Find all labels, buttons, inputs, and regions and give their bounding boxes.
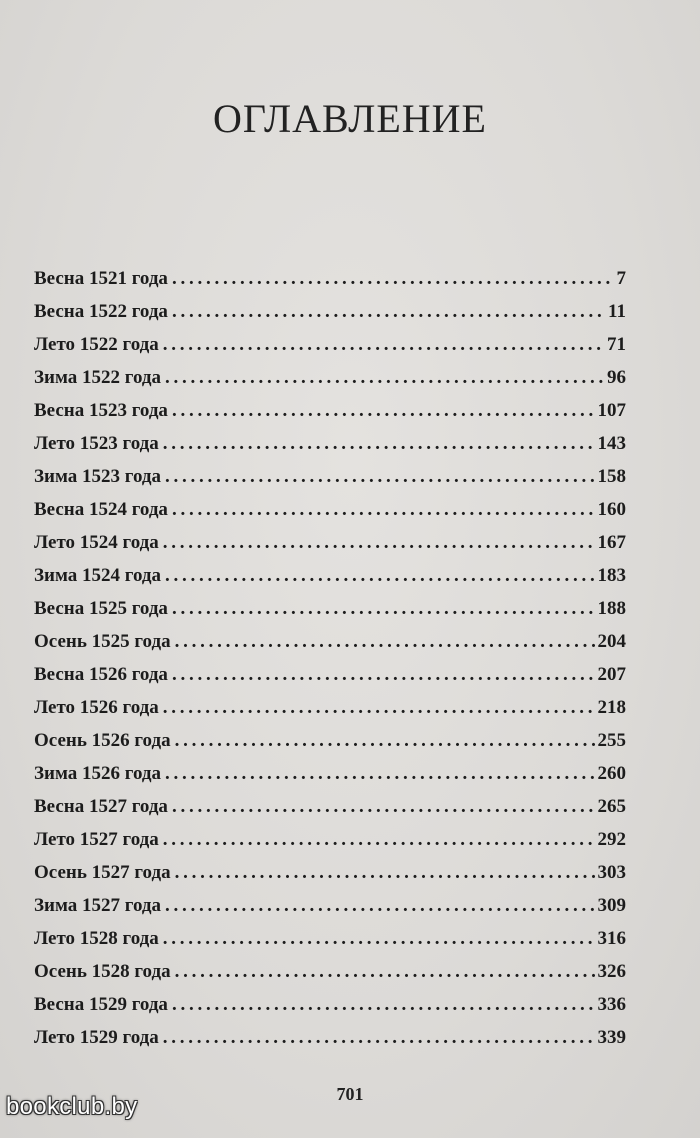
toc-dot-leader <box>163 1027 595 1049</box>
toc-entry <box>34 763 626 796</box>
toc-entry-page: 292 <box>597 829 626 850</box>
toc-entry-label: Весна 1529 года <box>34 994 168 1015</box>
toc-entry-page: 218 <box>597 697 626 718</box>
toc-dot-leader <box>165 895 594 917</box>
toc-entry-label: Лето 1527 года <box>34 829 159 850</box>
toc-entry-label: Лето 1522 года <box>34 334 159 355</box>
toc-dot-leader <box>172 400 595 422</box>
toc-dot-leader <box>163 433 595 455</box>
toc-entry <box>34 796 626 829</box>
toc-entry-label: Зима 1526 года <box>34 763 162 784</box>
page-title: ОГЛАВЛЕНИЕ <box>213 95 487 141</box>
toc-dot-leader <box>165 466 594 488</box>
toc-entry-page: 204 <box>597 631 626 652</box>
toc-entry-label: Зима 1522 года <box>34 367 162 388</box>
toc-entry-label: Зима 1523 года <box>34 466 162 487</box>
toc-entry-label: Лето 1529 года <box>34 1027 159 1048</box>
toc-dot-leader <box>175 961 595 983</box>
toc-dot-leader <box>175 730 595 752</box>
toc-entry-page: 339 <box>597 1027 626 1048</box>
toc-dot-leader <box>172 268 614 290</box>
toc-entry-page: 265 <box>597 796 626 817</box>
toc-entry-label: Зима 1527 года <box>34 895 162 916</box>
toc-entry-page: 167 <box>597 532 626 553</box>
toc-entry-label: Осень 1528 года <box>34 961 171 982</box>
toc-entry-label: Весна 1526 года <box>34 664 168 685</box>
toc-dot-leader <box>163 829 595 851</box>
toc-entry <box>34 994 626 1027</box>
toc-dot-leader <box>165 763 594 785</box>
toc-dot-leader <box>172 301 605 323</box>
toc-entry <box>34 301 626 334</box>
toc-dot-leader <box>163 334 604 356</box>
toc-entry-page: 143 <box>597 433 626 454</box>
toc-entry <box>34 631 626 664</box>
toc-entry-page: 303 <box>597 862 626 883</box>
toc-entry-label: Осень 1527 года <box>34 862 171 883</box>
table-of-contents <box>34 268 626 1060</box>
toc-entry-label: Весна 1524 года <box>34 499 168 520</box>
toc-entry-page: 260 <box>597 763 626 784</box>
toc-entry-label: Весна 1525 года <box>34 598 168 619</box>
toc-dot-leader <box>172 796 595 818</box>
toc-entry-page: 207 <box>597 664 626 685</box>
toc-entry <box>34 400 626 433</box>
toc-entry <box>34 664 626 697</box>
toc-entry <box>34 961 626 994</box>
toc-dot-leader <box>175 862 595 884</box>
toc-entry <box>34 499 626 532</box>
toc-dot-leader <box>172 499 595 521</box>
toc-entry-page: 316 <box>597 928 626 949</box>
toc-entry-label: Весна 1523 года <box>34 400 168 421</box>
toc-entry-page: 336 <box>597 994 626 1015</box>
toc-dot-leader <box>172 994 595 1016</box>
toc-entry <box>34 697 626 730</box>
toc-entry-page: 7 <box>616 268 626 289</box>
toc-entry-label: Лето 1523 года <box>34 433 159 454</box>
toc-entry-label: Лето 1528 года <box>34 928 159 949</box>
toc-entry <box>34 565 626 598</box>
toc-entry <box>34 928 626 961</box>
page-number: 701 <box>336 1084 364 1104</box>
toc-entry <box>34 268 626 301</box>
toc-dot-leader <box>172 664 595 686</box>
toc-entry-page: 71 <box>607 334 626 355</box>
toc-entry-label: Весна 1522 года <box>34 301 168 322</box>
toc-entry <box>34 532 626 565</box>
toc-dot-leader <box>163 532 595 554</box>
toc-entry-page: 160 <box>597 499 626 520</box>
toc-entry-page: 96 <box>607 367 626 388</box>
toc-dot-leader <box>172 598 595 620</box>
toc-entry-label: Осень 1525 года <box>34 631 171 652</box>
toc-entry-page: 326 <box>597 961 626 982</box>
toc-entry-page: 188 <box>597 598 626 619</box>
toc-dot-leader <box>163 697 595 719</box>
toc-entry <box>34 730 626 763</box>
toc-entry-label: Лето 1524 года <box>34 532 159 553</box>
toc-dot-leader <box>165 565 594 587</box>
toc-entry-page: 11 <box>608 301 626 322</box>
toc-entry-label: Весна 1521 года <box>34 268 168 289</box>
toc-entry <box>34 895 626 928</box>
toc-entry <box>34 598 626 631</box>
toc-entry-page: 107 <box>597 400 626 421</box>
toc-entry-label: Зима 1524 года <box>34 565 162 586</box>
toc-entry <box>34 367 626 400</box>
toc-entry-page: 183 <box>597 565 626 586</box>
toc-entry-label: Лето 1526 года <box>34 697 159 718</box>
toc-entry <box>34 829 626 862</box>
toc-entry-label: Весна 1527 года <box>34 796 168 817</box>
toc-entry-label: Осень 1526 года <box>34 730 171 751</box>
toc-entry-page: 309 <box>597 895 626 916</box>
toc-dot-leader <box>163 928 595 950</box>
toc-entry <box>34 466 626 499</box>
toc-entry <box>34 334 626 367</box>
toc-entry-page: 255 <box>597 730 626 751</box>
toc-entry <box>34 862 626 895</box>
toc-entry-page: 158 <box>597 466 626 487</box>
toc-dot-leader <box>175 631 595 653</box>
toc-dot-leader <box>165 367 604 389</box>
toc-entry <box>34 1027 626 1060</box>
toc-entry <box>34 433 626 466</box>
watermark-logo: bookclub.by <box>6 1093 138 1120</box>
